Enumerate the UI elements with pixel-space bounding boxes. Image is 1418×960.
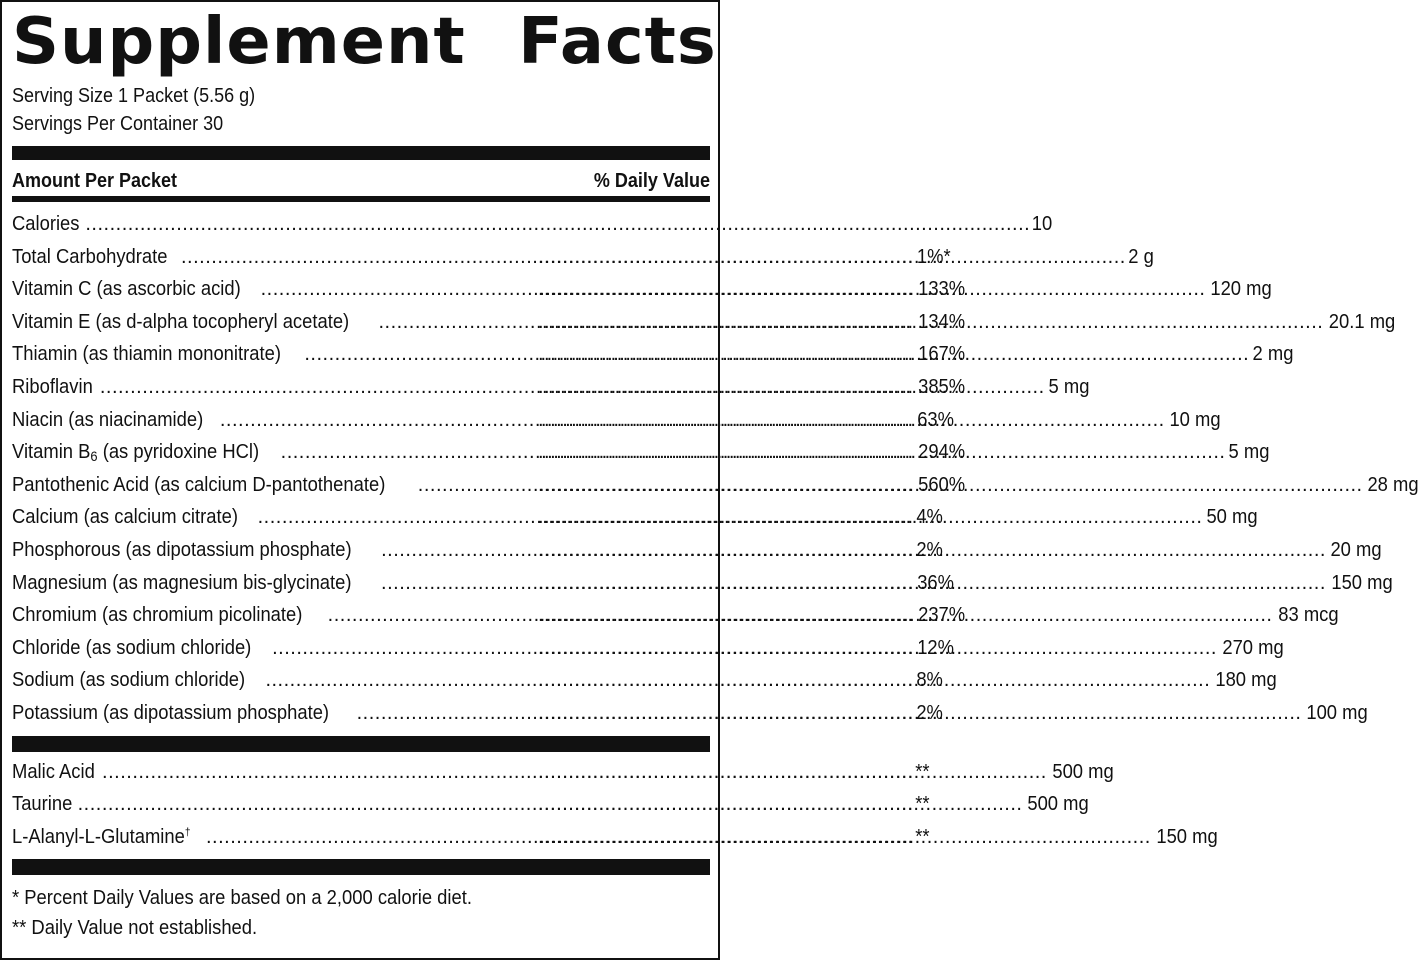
nutrient-daily-value: ** — [914, 760, 930, 783]
nutrient-row — [12, 664, 1277, 697]
nutrient-amount: 2 g — [1128, 245, 1154, 268]
nutrient-daily-value: 167% — [917, 343, 965, 366]
nutrient-row — [12, 501, 1259, 534]
dot-leader — [538, 697, 914, 729]
nutrient-daily-value: 2% — [915, 538, 943, 561]
nutrient-daily-value: ** — [914, 825, 930, 848]
nutrient-daily-value: ** — [914, 793, 930, 816]
nutrient-row — [12, 371, 1090, 404]
dot-leader — [538, 404, 914, 436]
nutrient-name: Total Carbohydrate — [12, 245, 168, 268]
nutrient-amount: 20.1 mg — [1329, 310, 1396, 333]
panel-title: Supplement Facts — [12, 5, 717, 79]
nutrient-amount: 180 mg — [1215, 669, 1277, 692]
nutrient-amount: 2 mg — [1252, 343, 1294, 366]
nutrient-row — [12, 756, 1114, 789]
nutrient-row — [12, 599, 1339, 632]
nutrient-amount: 150 mg — [1331, 571, 1393, 594]
footnote-dv: * Percent Daily Values are based on a 2,000 calorie diet. — [12, 887, 472, 910]
nutrient-amount: 28 mg — [1367, 473, 1418, 496]
nutrient-daily-value: 560% — [917, 473, 965, 496]
footnotes — [12, 883, 710, 943]
nutrient-amount: 10 — [1031, 213, 1053, 235]
nutrient-amount: 120 mg — [1210, 278, 1273, 301]
nutrient-amount: 50 mg — [1206, 506, 1259, 529]
nutrient-amount: 500 mg — [1052, 760, 1114, 783]
nutrient-amount: 5 mg — [1048, 375, 1090, 398]
nutrient-row — [12, 469, 1418, 502]
nutrient-row — [12, 404, 1221, 437]
dot-leader — [85, 208, 1030, 240]
nutrient-amount: 20 mg — [1330, 538, 1382, 561]
nutrient-row — [12, 306, 1396, 339]
dot-leader — [538, 632, 914, 664]
nutrient-name: Magnesium (as magnesium bis-glycinate) — [12, 571, 352, 594]
nutrient-amount: 500 mg — [1027, 793, 1090, 816]
nutrient-name: Malic Acid — [12, 760, 95, 783]
nutrient-daily-value: 133% — [917, 278, 965, 301]
nutrient-daily-value: 237% — [917, 604, 965, 627]
nutrient-row — [12, 567, 1393, 600]
dot-leader — [538, 306, 914, 338]
nutrient-row — [12, 788, 1090, 821]
nutrient-daily-value: 134% — [917, 310, 965, 333]
dot-leader — [538, 788, 914, 820]
nutrient-name: Chromium (as chromium picolinate) — [12, 604, 303, 627]
nutrient-row — [12, 436, 1270, 469]
dot-leader — [538, 371, 914, 403]
nutrient-daily-value: 4% — [915, 506, 943, 529]
other-ingredients-list — [12, 756, 1218, 854]
nutrient-daily-value: 1%* — [916, 245, 951, 268]
nutrient-daily-value: 385% — [917, 375, 965, 398]
nutrient-name: Niacin (as niacinamide) — [12, 408, 204, 431]
nutrient-amount: 100 mg — [1306, 701, 1369, 724]
nutrient-name: Potassium (as dipotassium phosphate) — [12, 701, 330, 724]
column-header — [12, 160, 710, 196]
nutrient-name: Calories — [12, 213, 80, 235]
divider-thick — [12, 736, 710, 752]
dot-leader — [538, 599, 914, 631]
dot-leader — [538, 469, 914, 501]
nutrient-name: Pantothenic Acid (as calcium D-pantothenate) — [12, 473, 386, 496]
amount-per-packet-label: Amount Per Packet — [12, 170, 178, 192]
nutrient-name: L-Alanyl-L-Glutamine† — [12, 825, 191, 848]
nutrient-row — [12, 697, 1369, 730]
nutrient-name: Vitamin E (as d-alpha tocopheryl acetate) — [12, 310, 350, 333]
nutrient-daily-value: 36% — [916, 571, 954, 594]
nutrient-daily-value: 12% — [916, 636, 954, 659]
nutrient-row — [12, 241, 1154, 274]
nutrient-row — [12, 208, 1053, 241]
nutrient-name: Vitamin $B_6$ (as pyridoxine HCl) — [12, 441, 260, 465]
nutrient-name: Taurine — [12, 793, 73, 816]
nutrient-daily-value: 2% — [915, 701, 943, 724]
nutrient-amount: 83 mcg — [1277, 604, 1339, 627]
nutrient-name: Thiamin (as thiamin mononitrate) — [12, 343, 281, 366]
nutrient-daily-value: 8% — [915, 669, 943, 692]
dot-leader — [538, 664, 914, 696]
dot-leader — [538, 241, 914, 273]
nutrient-name: Sodium (as sodium chloride) — [12, 669, 246, 692]
dot-leader — [538, 567, 914, 599]
dot-leader — [538, 534, 914, 566]
nutrient-name: Vitamin C (as ascorbic acid) — [12, 278, 241, 301]
divider-thick — [12, 859, 710, 875]
footnote-not-established: ** Daily Value not established. — [12, 917, 258, 940]
nutrient-daily-value: 63% — [916, 408, 954, 431]
nutrient-list — [12, 202, 1418, 730]
nutrient-name: Phosphorous (as dipotassium phosphate) — [12, 538, 352, 561]
divider-thick — [12, 146, 710, 160]
dot-leader — [538, 756, 914, 788]
nutrient-row — [12, 338, 1294, 371]
nutrient-name: Chloride (as sodium chloride) — [12, 636, 252, 659]
nutrient-amount: 270 mg — [1222, 636, 1284, 659]
nutrient-row — [12, 534, 1382, 567]
daily-value-label: % Daily Value — [593, 170, 710, 192]
servings-per-container: Servings Per Container 30 — [12, 113, 224, 135]
nutrient-row — [12, 821, 1218, 854]
dot-leader — [538, 821, 914, 853]
nutrient-name: Riboflavin — [12, 375, 93, 398]
serving-size: Serving Size 1 Packet (5.56 g) — [12, 85, 256, 107]
nutrient-row — [12, 273, 1273, 306]
dot-leader — [538, 436, 914, 468]
nutrient-name: Calcium (as calcium citrate) — [12, 506, 238, 529]
dot-leader — [538, 273, 914, 305]
nutrient-daily-value: 294% — [917, 441, 965, 464]
nutrient-amount: 10 mg — [1169, 408, 1221, 431]
nutrient-row — [12, 632, 1284, 665]
serving-info — [12, 78, 710, 144]
nutrient-amount: 5 mg — [1229, 441, 1270, 464]
nutrient-amount: 150 mg — [1156, 825, 1218, 848]
dot-leader — [538, 338, 914, 370]
dot-leader — [538, 501, 914, 533]
